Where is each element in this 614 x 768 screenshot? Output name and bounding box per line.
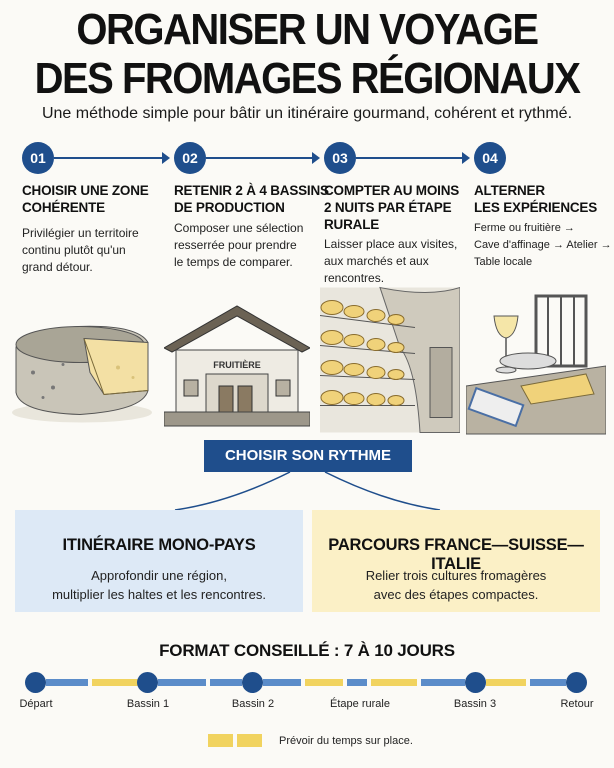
- option-multi-text-line: Relier trois cultures fromagères: [365, 568, 547, 583]
- step-2-text-line: Composer une sélection: [174, 221, 304, 235]
- timeline-stop-bassin-1: [137, 672, 158, 693]
- step-3-text-line: rencontres.: [324, 271, 385, 285]
- timeline-label: Bassin 2: [231, 698, 275, 710]
- step-3-text-line: aux marchés et aux: [324, 254, 429, 268]
- step-2-heading-line: RETENIR 2 À 4 BASSINS: [174, 183, 329, 198]
- timeline-segment-onsite: [486, 679, 526, 686]
- step-4-heading: [474, 182, 597, 216]
- step-number-3: 03: [324, 142, 356, 174]
- step-4-heading-line: LES EXPÉRIENCES: [474, 200, 598, 215]
- timeline-stop-bassin-3: [465, 672, 486, 693]
- page-subtitle: Une méthode simple pour bâtir un itinéraire gourmand, cohérent et rythmé.: [41, 105, 573, 122]
- timeline-segment-travel: [263, 679, 301, 686]
- step-4-text-line: Cave d'affinage → Atelier →: [474, 239, 612, 251]
- timeline-segment-travel: [210, 679, 242, 686]
- step-2-text-line: resserrée pour prendre: [174, 238, 297, 252]
- timeline-label: Départ: [19, 698, 53, 710]
- step-4-text-line: Ferme ou fruitière →: [474, 222, 575, 234]
- step-3-heading: [324, 182, 459, 233]
- step-number-4: 04: [474, 142, 506, 174]
- step-1-heading: [22, 182, 149, 216]
- timeline-segment-travel: [158, 679, 206, 686]
- step-3-heading-line: COMPTER AU MOINS: [324, 183, 460, 198]
- cheese-wheel-illustration: [8, 295, 158, 445]
- option-multi-text-line: avec des étapes compactes.: [373, 587, 539, 602]
- option-mono-pays: [15, 510, 303, 612]
- step-2-heading-line: DE PRODUCTION: [174, 200, 285, 215]
- step-2-heading: [174, 182, 329, 216]
- timeline-segment-travel: [421, 679, 465, 686]
- step-number-2: 02: [174, 142, 206, 174]
- timeline-segment-travel: [347, 679, 367, 686]
- timeline-label: Étape rurale: [330, 698, 390, 710]
- step-4-text-line: Table locale: [474, 256, 533, 268]
- step-2-description: [174, 220, 303, 271]
- step-2-text-line: le temps de comparer.: [174, 255, 293, 269]
- option-multi-title: PARCOURS FRANCE—SUISSE—ITALIE: [328, 536, 584, 573]
- table-scene-illustration: [466, 285, 606, 435]
- step-connector-1: [54, 157, 164, 159]
- step-1-heading-line: COHÉRENTE: [22, 200, 105, 215]
- timeline-segment-travel: [46, 679, 88, 686]
- option-france-suisse-italie: [312, 510, 600, 612]
- rythme-connectors: [0, 472, 614, 512]
- timeline-stop-bassin-2: [242, 672, 263, 693]
- step-number-1: 01: [22, 142, 54, 174]
- step-connector-2: [206, 157, 314, 159]
- option-mono-title: ITINÉRAIRE MONO-PAYS: [62, 536, 256, 554]
- step-3-heading-line: RURALE: [324, 217, 380, 232]
- timeline-stop-depart: [25, 672, 46, 693]
- title-line-1: ORGANISER UN VOYAGE: [76, 6, 538, 54]
- option-mono-text-line: Approfondir une région,: [91, 568, 227, 583]
- choisir-son-rythme-banner: CHOISIR SON RYTHME: [204, 440, 412, 472]
- step-1-description: [22, 225, 139, 276]
- option-multi-description: [312, 566, 600, 604]
- timeline-segment-onsite: [371, 679, 417, 686]
- step-1-heading-line: CHOISIR UNE ZONE: [22, 183, 149, 198]
- step-4-heading-line: ALTERNER: [474, 183, 545, 198]
- timeline-label: Bassin 3: [453, 698, 497, 710]
- step-3-heading-line: 2 NUITS PAR ÉTAPE: [324, 200, 452, 215]
- arrow-right-icon: [162, 152, 170, 164]
- timeline-segment-onsite: [92, 679, 138, 686]
- cheese-cellar-illustration: [320, 285, 460, 435]
- title-line-2: DES FROMAGES RÉGIONAUX: [34, 55, 580, 103]
- timeline-segment-travel: [530, 679, 566, 686]
- legend-swatch-onsite: [208, 734, 233, 747]
- fruitiere-building-illustration: [164, 290, 310, 440]
- timeline-label: Bassin 1: [126, 698, 170, 710]
- step-3-text-line: Laisser place aux visites,: [324, 237, 458, 251]
- option-mono-description: [15, 566, 303, 604]
- legend-swatch-onsite: [237, 734, 262, 747]
- arrow-right-icon: [312, 152, 320, 164]
- step-3-description: [324, 236, 457, 287]
- arrow-right-icon: [462, 152, 470, 164]
- page-title: [0, 6, 614, 103]
- timeline-stop-retour: [566, 672, 587, 693]
- timeline-label: Retour: [560, 698, 594, 710]
- step-1-text-line: Privilégier un territoire: [22, 226, 139, 240]
- step-1-text-line: grand détour.: [22, 260, 93, 274]
- step-1-text-line: continu plutôt qu'un: [22, 243, 126, 257]
- legend-text: Prévoir du temps sur place.: [279, 735, 413, 747]
- fruitiere-sign: FRUITIÈRE: [213, 360, 261, 370]
- timeline-segment-onsite: [305, 679, 343, 686]
- format-title: FORMAT CONSEILLÉ : 7 À 10 JOURS: [159, 641, 455, 660]
- option-mono-text-line: multiplier les haltes et les rencontres.: [52, 587, 266, 602]
- step-connector-3: [356, 157, 464, 159]
- step-4-description: [474, 220, 612, 271]
